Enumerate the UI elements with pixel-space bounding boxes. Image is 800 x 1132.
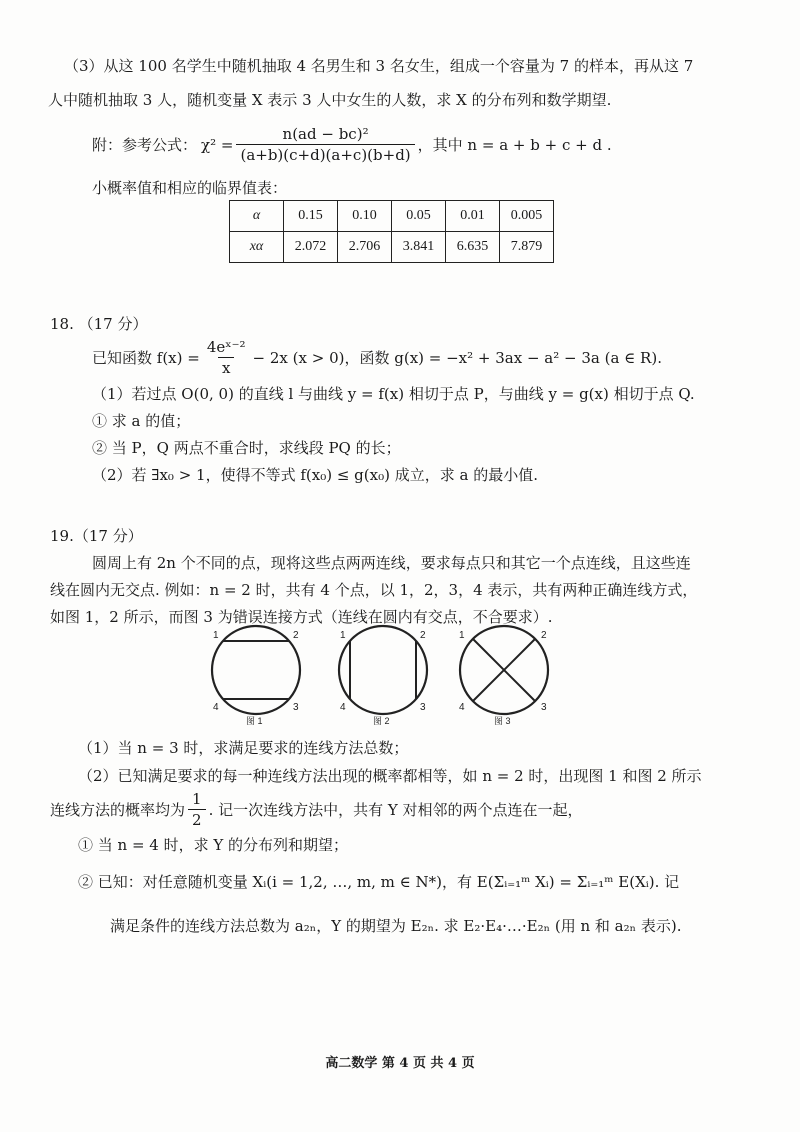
q17-part3-line2: 人中随机抽取 3 人，随机变量 X 表示 3 人中女生的人数，求 X 的分布列和数学期望. [48, 91, 612, 109]
fig2-label-3: 3 [420, 702, 426, 713]
q19-line3: 如图 1，2 所示，而图 3 为错误连接方式（连线在圆内有交点，不合要求）. [50, 608, 553, 626]
fig3-label-2: 2 [541, 630, 547, 641]
formula-numerator: n(ad − bc)² [282, 125, 369, 143]
q17-part3-line1: （3）从这 100 名学生中随机抽取 4 名男生和 3 名女生，组成一个容量为 7 的样本，再从这 7 [64, 57, 694, 75]
fig2-label-1: 1 [340, 630, 346, 641]
q19-part2-2: ② 已知：对任意随机变量 Xᵢ(i = 1,2, …, m, m ∈ N*)，有 E(Σᵢ₌₁ᵐ Xᵢ) = Σᵢ₌₁ᵐ E(Xᵢ). 记 [78, 873, 680, 891]
table-cell: 0.01 [446, 201, 500, 232]
chi-square-fraction [236, 125, 414, 164]
table-caption: 小概率值和相应的临界值表： [92, 179, 288, 197]
fig3-label-4: 4 [459, 702, 465, 713]
q19-part2b-pre: 连线方法的概率均为 [50, 801, 186, 819]
fig3-label-1: 1 [459, 630, 465, 641]
fig1-label-3: 3 [293, 702, 299, 713]
table-cell: 7.879 [500, 232, 554, 263]
q19-line2: 线在圆内无交点. 例如：n = 2 时，共有 4 个点，以 1，2，3，4 表示，共有两种正确连线方式， [50, 581, 698, 599]
f-fraction [203, 338, 250, 377]
figure-1 [212, 626, 300, 726]
q18-part1b: ② 当 P，Q 两点不重合时，求线段 PQ 的长； [92, 439, 401, 457]
fig3-label-3: 3 [541, 702, 547, 713]
table-cell: 2.072 [284, 232, 338, 263]
table-row [230, 232, 554, 263]
table-header-cell: α [230, 201, 284, 232]
circle-figures [200, 624, 570, 732]
q19-line1: 圆周上有 2n 个不同的点，现将这些点两两连线，要求每点只和其它一个点连线，且这些连 [92, 554, 691, 572]
formula-tail: ，其中 n = a + b + c + d . [417, 136, 612, 154]
table-cell: 0.10 [338, 201, 392, 232]
q19-part2-1: ① 当 n = 4 时，求 Y 的分布列和期望； [78, 836, 349, 854]
fig1-label-2: 2 [293, 630, 299, 641]
q18-part1a: ① 求 a 的值； [92, 412, 191, 430]
q19-header: 19.（17 分） [50, 527, 143, 545]
table-cell: 0.005 [500, 201, 554, 232]
fig1-label-1: 1 [213, 630, 219, 641]
table-cell: 0.15 [284, 201, 338, 232]
q19-part2-3: 满足条件的连线方法总数为 a₂ₙ，Y 的期望为 E₂ₙ. 求 E₂·E₄·…·E₂ₙ (用 n 和 a₂ₙ 表示). [110, 917, 682, 935]
half-denominator: 2 [188, 809, 206, 829]
critical-value-table [229, 200, 554, 263]
half-fraction [188, 790, 206, 829]
table-cell: 6.635 [446, 232, 500, 263]
q18-part2: （2）若 ∃x₀ > 1，使得不等式 f(x₀) ≤ g(x₀) 成立，求 a 的最小值. [92, 466, 538, 484]
f-numerator: 4eˣ⁻² [206, 338, 246, 356]
fig2-label-4: 4 [340, 702, 346, 713]
fig2-label-2: 2 [420, 630, 426, 641]
q18-intro-a: 已知函数 f(x) = [92, 349, 200, 367]
table-cell: 2.706 [338, 232, 392, 263]
table-cell: 0.05 [392, 201, 446, 232]
q19-part2a: （2）已知满足要求的每一种连线方法出现的概率都相等，如 n = 2 时，出现图 1 和图 2 所示 [78, 767, 702, 785]
reference-formula [92, 125, 612, 164]
f-denominator: x [218, 357, 234, 377]
figure-3 [459, 626, 548, 726]
fig3-caption: 图 3 [494, 716, 511, 726]
q18-intro-b: − 2x (x > 0)，函数 g(x) = −x² + 3ax − a² − 3a (a ∈ R). [252, 349, 662, 367]
half-numerator: 1 [192, 790, 202, 808]
q18-intro [92, 338, 662, 377]
formula-denominator: (a+b)(c+d)(a+c)(b+d) [236, 144, 414, 164]
table-cell: 3.841 [392, 232, 446, 263]
table-row [230, 201, 554, 232]
formula-lhs: χ² = [201, 135, 234, 154]
q18-part1: （1）若过点 O(0, 0) 的直线 l 与曲线 y = f(x) 相切于点 P，与曲线 y = g(x) 相切于点 Q. [92, 385, 695, 403]
q19-part2b [50, 790, 583, 829]
fig1-caption: 图 1 [246, 716, 263, 726]
q19-part1: （1）当 n = 3 时，求满足要求的连线方法总数； [78, 739, 409, 757]
formula-label: 附：参考公式： [92, 136, 198, 154]
fig2-caption: 图 2 [373, 716, 390, 726]
figure-2 [339, 626, 427, 726]
table-header-cell: xα [230, 232, 284, 263]
fig1-label-4: 4 [213, 702, 219, 713]
q19-part2b-post: . 记一次连线方法中，共有 Y 对相邻的两个点连在一起， [208, 801, 583, 819]
page-footer: 高二数学 第 4 页 共 4 页 [325, 1056, 475, 1071]
q18-header: 18. （17 分） [50, 315, 148, 333]
